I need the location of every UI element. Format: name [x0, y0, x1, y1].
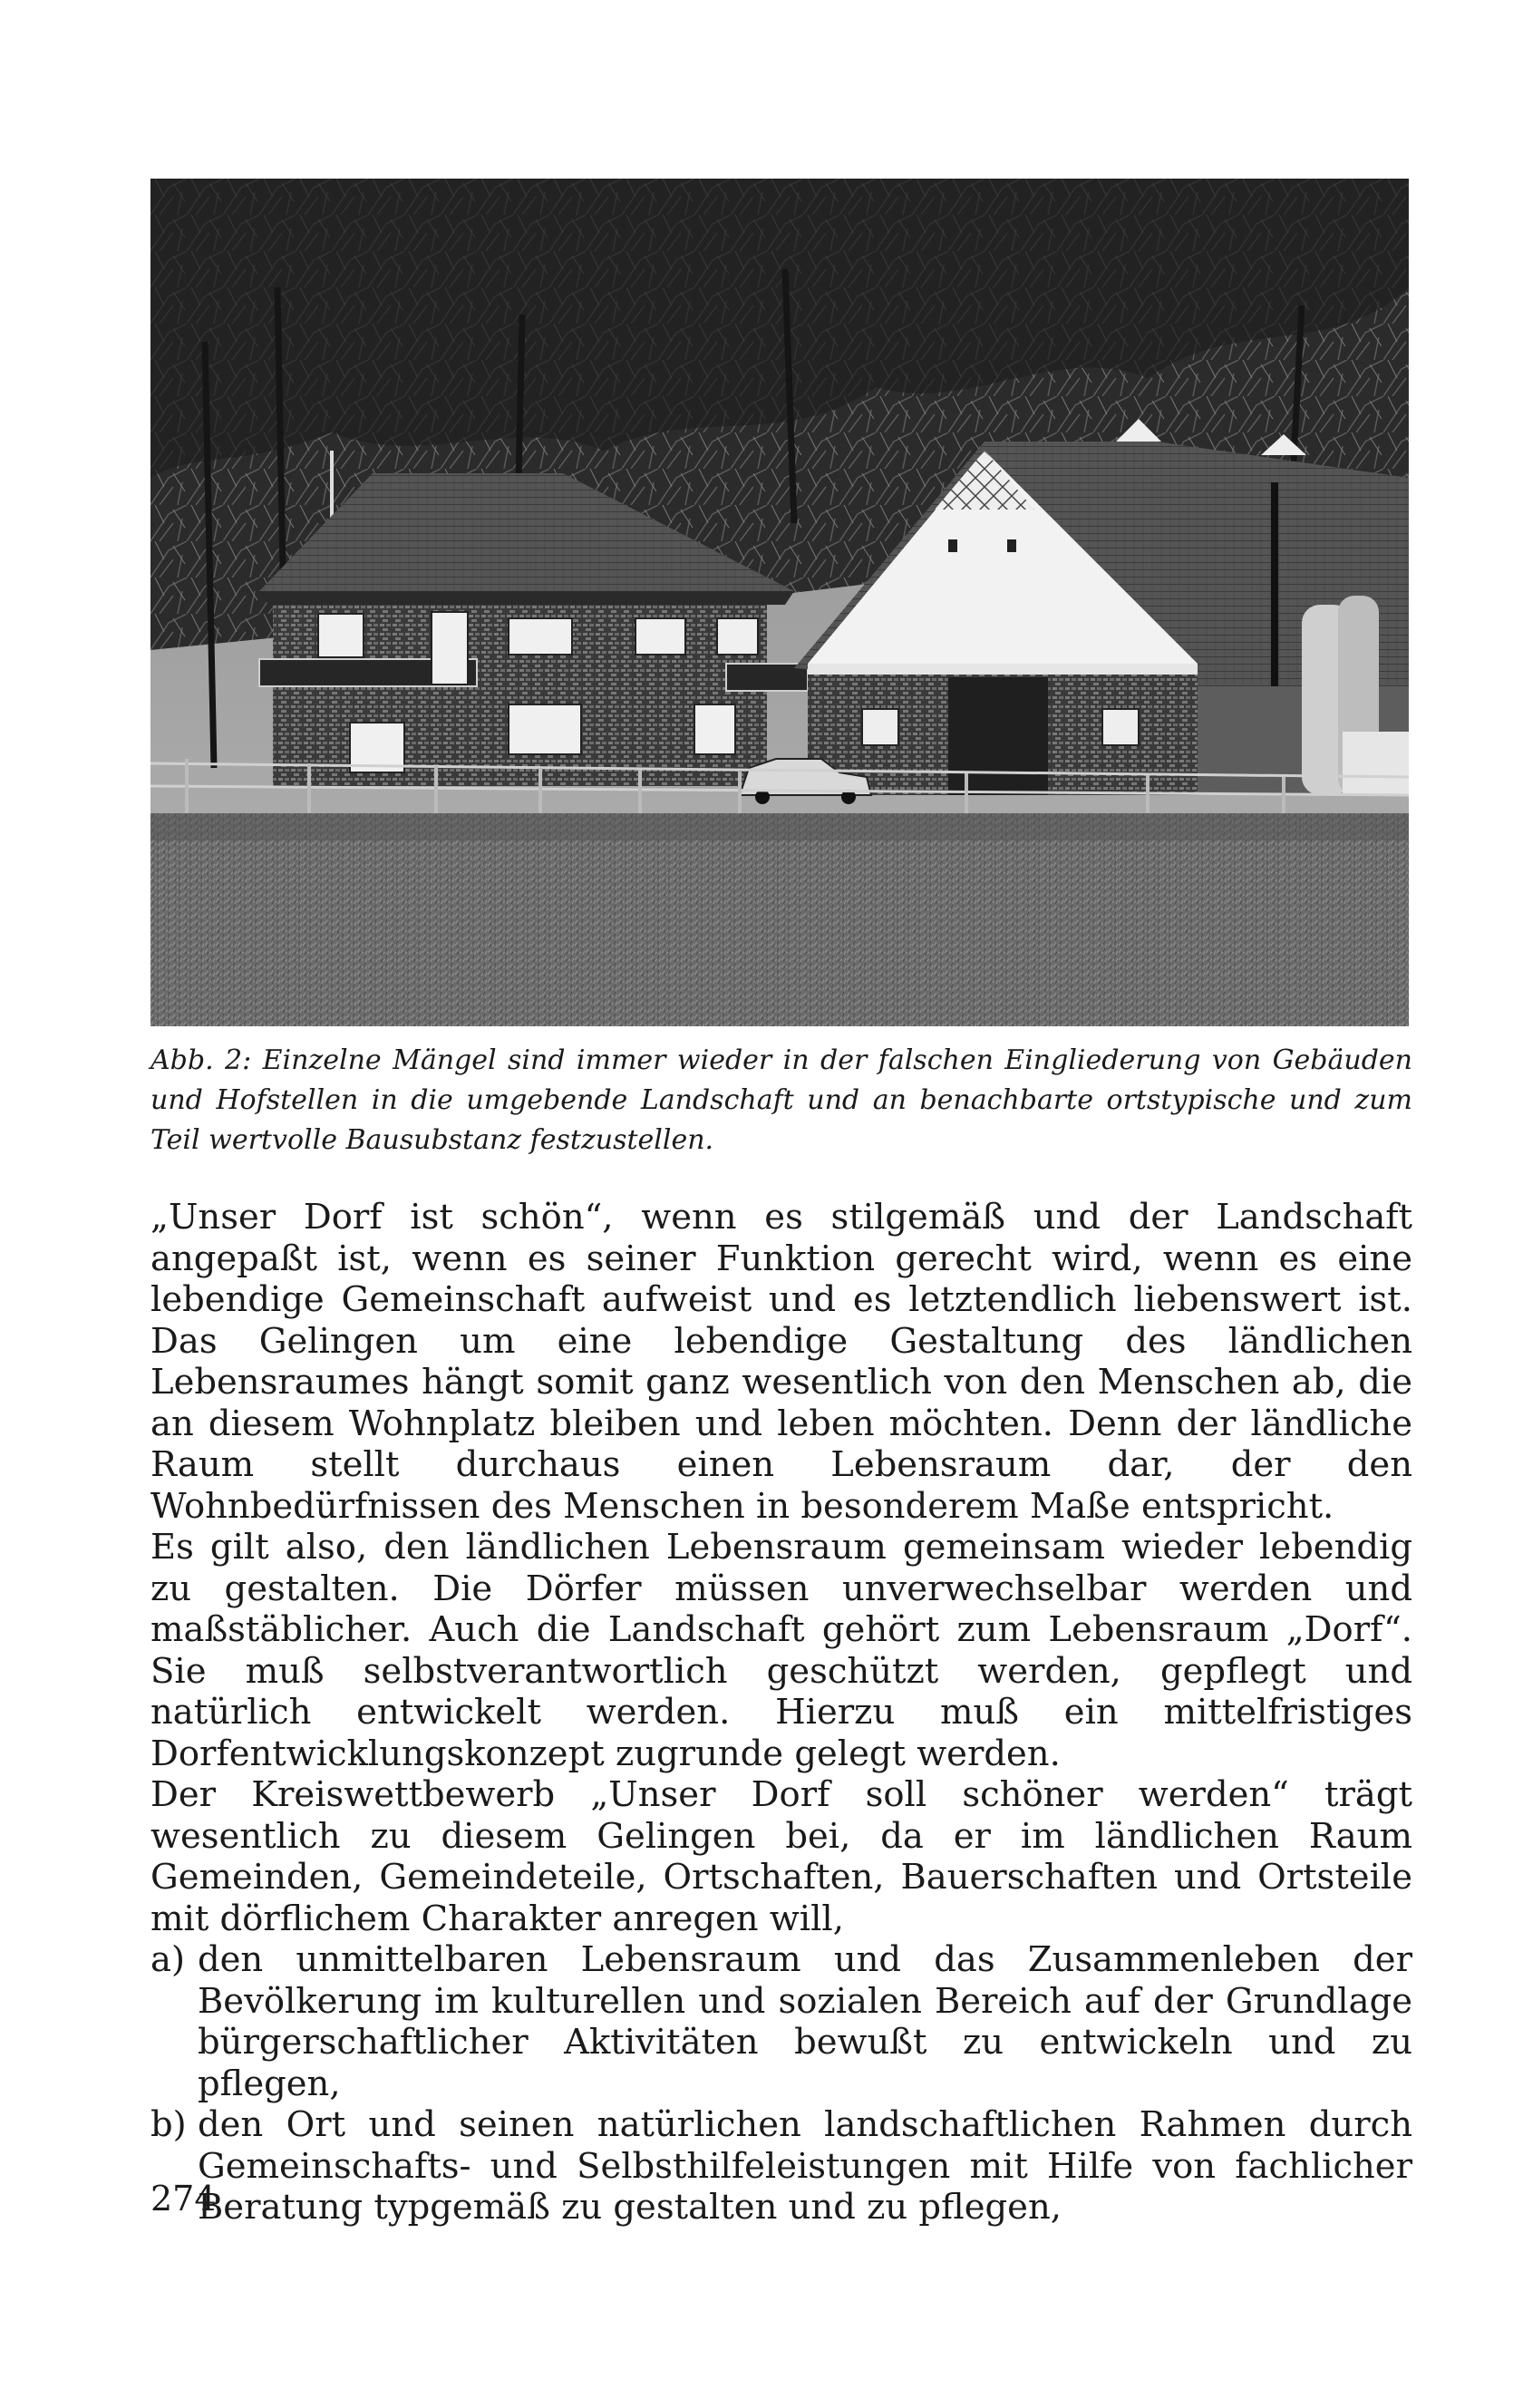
paragraph: „Unser Dorf ist schön“, wenn es stilgemäß und der Landschaft angepaßt ist, wenn es seiner Funktion gerecht wird, wenn es eine lebendige Gemeinschaft aufweist und es letztendlich liebenswert ist. Das Gelingen um eine lebendige Gestaltung des ländlichen Lebensraumes hängt somit ganz wesentlich von den Menschen ab, die an diesem Wohnplatz bleiben und leben möchten. Denn der ländliche Raum stellt durchaus einen Lebensraum dar, der den Wohnbedürfnissen des Menschen in besonderem Maße entspricht.	[150, 1197, 1412, 1527]
figure-caption: Abb. 2: Einzelne Mängel sind immer wieder in der falschen Eingliederung von Gebäuden und Hofstellen in die umgebende Landschaft und an benachbarte ortstypische und zum Teil wertvolle Bausubstanz festzustellen.	[150, 1044, 1412, 1156]
list-item	[150, 1939, 1412, 2104]
list-marker: b)	[150, 2104, 187, 2145]
paragraph: Es gilt also, den ländlichen Lebensraum gemeinsam wieder lebendig zu gestalten. Die Dörfer müssen unverwechselbar werden und maßstäblicher. Auch die Landschaft gehört zum Lebensraum „Dorf“. Sie muß selbstverantwortlich geschützt werden, gepflegt und natürlich entwickelt werden. Hierzu muß ein mittelfristiges Dorfentwicklungskonzept zugrunde gelegt werden.	[150, 1527, 1412, 1774]
body-text	[150, 1197, 1412, 2228]
list-marker: a)	[150, 1939, 185, 1980]
page-number: 274	[150, 2179, 217, 2219]
farmhouse-photo	[150, 179, 1409, 1026]
list-item	[150, 2104, 1412, 2228]
list-item-text: den Ort und seinen natürlichen landschaftlichen Rahmen durch Gemeinschafts- und Selbsthilfeleistungen mit Hilfe von fachlicher Beratung typgemäß zu gestalten und zu pflegen,	[198, 2104, 1412, 2228]
paragraph: Der Kreiswettbewerb „Unser Dorf soll schöner werden“ trägt wesentlich zu diesem Gelingen bei, da er im ländlichen Raum Gemeinden, Gemeindeteile, Ortschaften, Bauerschaften und Ortsteile mit dörflichem Charakter anregen will,	[150, 1774, 1412, 1939]
list-item-text: den unmittelbaren Lebensraum und das Zusammenleben der Bevölkerung im kulturellen und sozialen Bereich auf der Grundlage bürgerschaftlicher Aktivitäten bewußt zu entwickeln und zu pflegen,	[198, 1939, 1412, 2104]
